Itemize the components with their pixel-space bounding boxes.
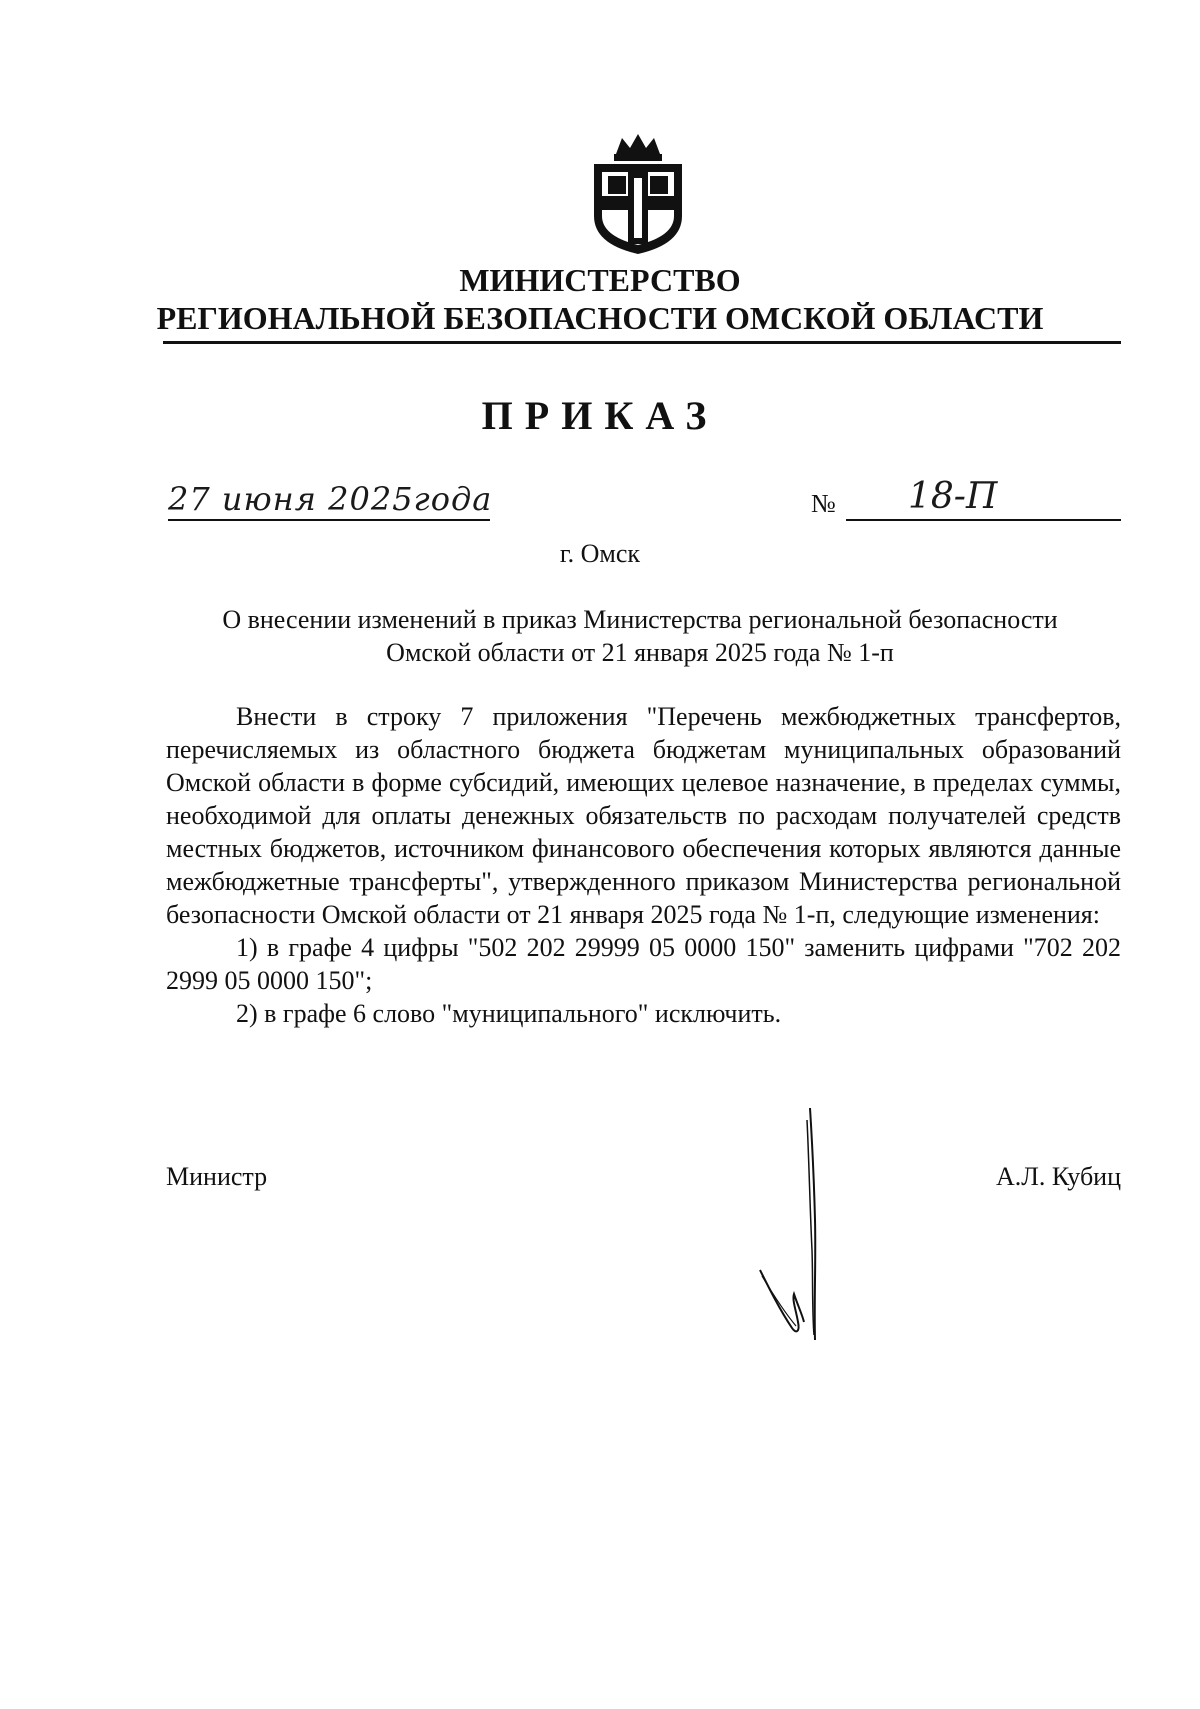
body-item-2: 2) в графе 6 слово "муниципального" исключить. xyxy=(236,999,782,1028)
subject-line2: Омской области от 21 января 2025 года № 1-п xyxy=(386,638,894,667)
date-underline xyxy=(168,519,490,521)
order-date-handwritten: 27 июня 2025года xyxy=(168,480,493,518)
signer-name: А.Л. Кубиц xyxy=(995,1162,1121,1191)
body-item-1: 1) в графе 4 цифры "502 202 29999 05 0000 150" заменить цифрами "702 202 2999 05 0000 150"; xyxy=(166,933,1121,995)
omsk-coat-of-arms-icon xyxy=(588,132,688,256)
ministry-name-line1: МИНИСТЕРСТВО xyxy=(459,262,741,298)
order-city: г. Омск xyxy=(559,539,641,568)
subject-line1: О внесении изменений в приказ Министерства региональной безопасности xyxy=(222,605,1058,634)
number-underline xyxy=(846,519,1121,521)
order-subject xyxy=(150,603,1130,669)
order-title: ПРИКАЗ xyxy=(481,393,719,438)
order-body xyxy=(166,700,1121,1030)
header-divider xyxy=(163,341,1121,344)
order-number-handwritten: 18-П xyxy=(908,476,998,517)
order-number-label: № xyxy=(811,489,836,518)
body-paragraph: Внести в строку 7 приложения "Перечень межбюджетных трансфертов, перечисляемых из областного бюджета бюджетам муниципальных образований Омской области в форме субсидий, имеющих целевое назначение, в пределах суммы, необходимой для оплаты денежных обязательств по расходам получателей средств местных бюджетов, источником финансового обеспечения которых являются данные межбюджетные трансферты", утвержденного приказом Министерства региональной безопасности Омской области от 21 января 2025 года № 1-п, следующие изменения: xyxy=(166,702,1121,929)
signer-title: Министр xyxy=(166,1162,268,1191)
handwritten-signature xyxy=(752,1100,852,1350)
ministry-name-line2: РЕГИОНАЛЬНОЙ БЕЗОПАСНОСТИ ОМСКОЙ ОБЛАСТИ xyxy=(156,300,1044,336)
